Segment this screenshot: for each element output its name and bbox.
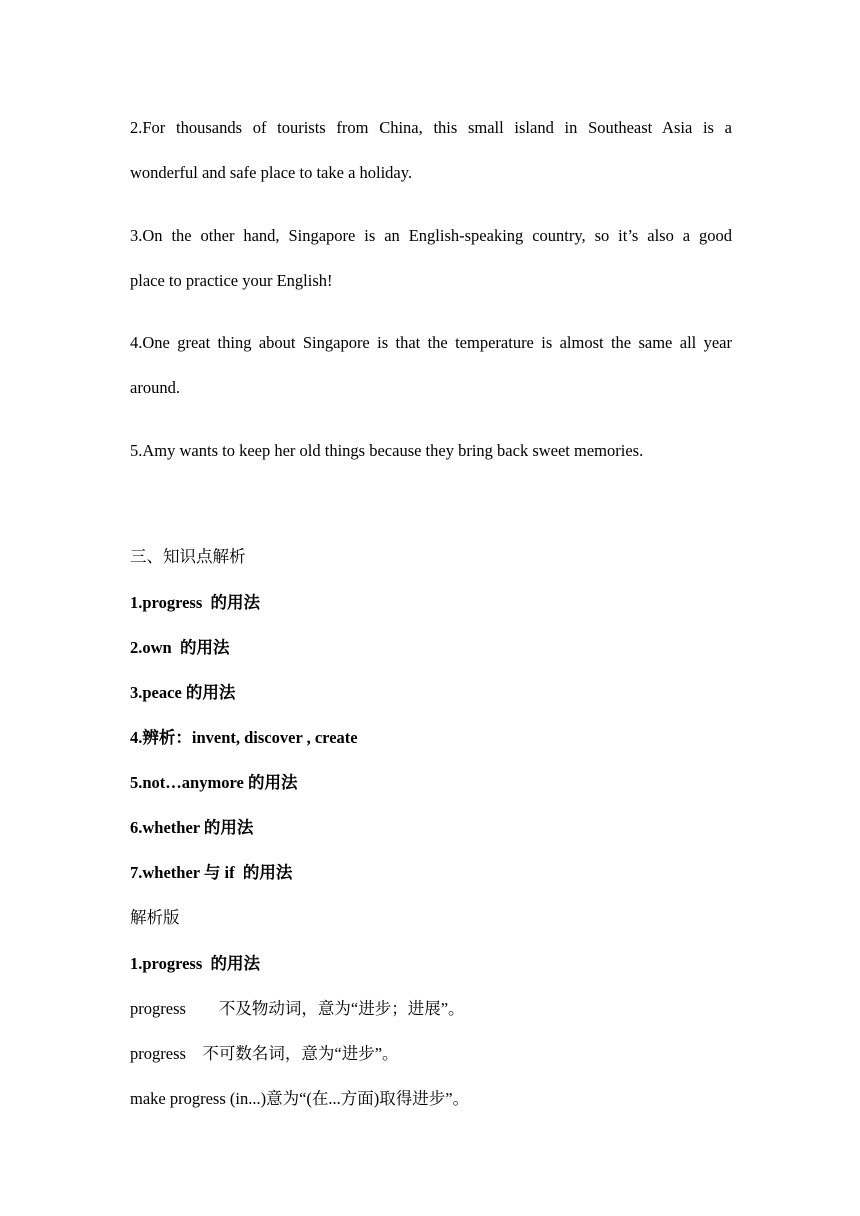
sentence-3-line-2: place to practice your English!: [130, 271, 333, 290]
sentence-4-line-1: 4.One great thing about Singapore is that the temperature is almost the same all year: [130, 333, 732, 352]
sentence-4-line-2: around.: [130, 378, 180, 397]
version-label: 解析版: [130, 908, 180, 927]
sentence-5-line-1: 5.Amy wants to keep her old things because they bring back sweet memories.: [130, 441, 644, 460]
section-heading: 三、知识点解析: [130, 547, 246, 566]
sentence-2-line-1: 2.For thousands of tourists from China, this small island in Southeast Asia is a: [130, 118, 732, 137]
detail-line-1: progress 不及物动词，意为“进步；进展”。: [130, 999, 465, 1018]
sentence-3-line-1: 3.On the other hand, Singapore is an English-speaking country, so it’s also a good: [130, 226, 732, 245]
point-6: 6.whether 的用法: [130, 818, 254, 837]
point-1: 1.progress 的用法: [130, 593, 261, 612]
detail-line-3: make progress (in...)意为“(在...方面)取得进步”。: [130, 1089, 470, 1108]
detail-line-2: progress 不可数名词，意为“进步”。: [130, 1044, 399, 1063]
detail-heading: 1.progress 的用法: [130, 954, 261, 973]
point-3: 3.peace 的用法: [130, 683, 236, 702]
sentence-2-line-2: wonderful and safe place to take a holiday.: [130, 163, 413, 182]
point-2: 2.own 的用法: [130, 638, 230, 657]
point-4: 4.辨析：invent, discover , create: [130, 728, 358, 747]
point-7: 7.whether 与 if 的用法: [130, 863, 293, 882]
point-5: 5.not…anymore 的用法: [130, 773, 298, 792]
